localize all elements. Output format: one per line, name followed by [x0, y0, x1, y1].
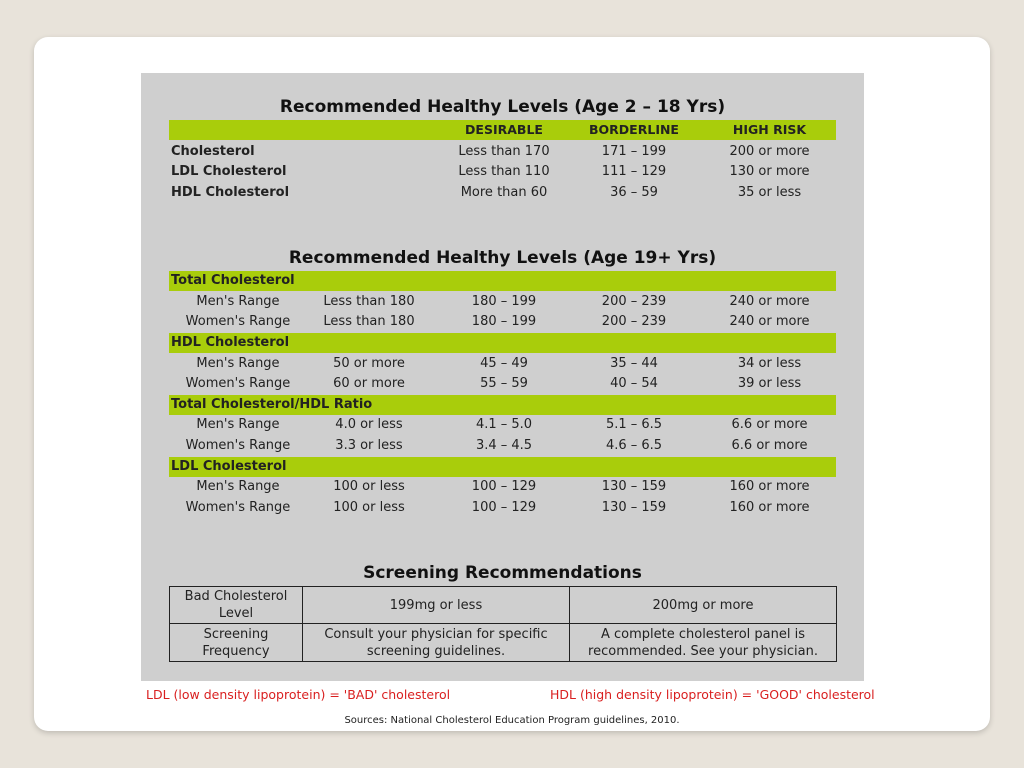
value-high-risk: 200 or more — [729, 144, 810, 159]
value-borderline-high: 5.1 – 6.5 — [605, 417, 663, 432]
value-high-risk: 39 or less — [737, 376, 802, 391]
screening-table — [169, 586, 837, 662]
row-label: Men's Range — [196, 417, 280, 432]
value-high-risk: 160 or more — [729, 479, 810, 494]
value-borderline-low: 100 – 129 — [471, 479, 537, 494]
adult-row — [169, 436, 836, 456]
row-label: Women's Range — [185, 438, 291, 453]
adult-row — [169, 374, 836, 394]
value-desirable: Less than 180 — [323, 314, 415, 329]
row-label: HDL Cholesterol — [171, 185, 290, 200]
row-label: LDL Cholesterol — [171, 164, 287, 179]
row-label: Men's Range — [196, 479, 280, 494]
section-bar-total-cholesterol — [169, 271, 836, 291]
adult-row — [169, 354, 836, 374]
value-borderline-high: 35 – 44 — [610, 356, 658, 371]
screening-title: Screening Recommendations — [363, 563, 642, 583]
value-high-risk: 34 or less — [737, 356, 802, 371]
screening-label: Bad Cholesterol Level — [170, 587, 303, 624]
youth-header-bar — [169, 120, 836, 140]
screening-high: 200mg or more — [570, 587, 837, 624]
hdl-note: HDL (high density lipoprotein) = 'GOOD' cholesterol — [550, 687, 875, 702]
value-borderline-high: 130 – 159 — [601, 500, 667, 515]
cholesterol-chart-panel — [141, 73, 864, 681]
value-desirable: 4.0 or less — [335, 417, 403, 432]
screening-row-level — [170, 587, 837, 624]
screening-low: Consult your physician for specific screening guidelines. — [303, 624, 570, 662]
value-borderline-high: 130 – 159 — [601, 479, 667, 494]
value-borderline-high: 200 – 239 — [601, 314, 667, 329]
value-borderline-high: 4.6 – 6.5 — [605, 438, 663, 453]
header-borderline: BORDERLINE — [589, 122, 679, 137]
adult-row — [169, 292, 836, 312]
value-desirable: Less than 110 — [458, 164, 550, 179]
sources-note: Sources: National Cholesterol Education Program guidelines, 2010. — [344, 715, 680, 726]
screening-row-frequency — [170, 624, 837, 662]
section-bar-hdl-cholesterol — [169, 333, 836, 353]
value-desirable: 60 or more — [333, 376, 405, 391]
screening-high: A complete cholesterol panel is recommended. See your physician. — [570, 624, 837, 662]
value-desirable: 100 or less — [333, 500, 405, 515]
screening-low: 199mg or less — [303, 587, 570, 624]
value-desirable: 100 or less — [333, 479, 405, 494]
section-label: Total Cholesterol — [171, 273, 295, 288]
value-borderline-low: 55 – 59 — [480, 376, 528, 391]
row-label: Men's Range — [196, 294, 280, 309]
value-borderline-low: 45 – 49 — [480, 356, 528, 371]
screening-label: Screening Frequency — [170, 624, 303, 662]
youth-title: Recommended Healthy Levels (Age 2 – 18 Yrs) — [279, 97, 726, 117]
value-high-risk: 240 or more — [729, 294, 810, 309]
value-borderline-low: 180 – 199 — [471, 314, 537, 329]
youth-row — [169, 183, 836, 203]
youth-row — [169, 162, 836, 182]
section-label: Total Cholesterol/HDL Ratio — [171, 397, 373, 412]
section-bar-ratio — [169, 395, 836, 415]
value-desirable: 50 or more — [333, 356, 405, 371]
value-high-risk: 240 or more — [729, 314, 810, 329]
row-label: Women's Range — [185, 500, 291, 515]
row-label: Women's Range — [185, 376, 291, 391]
value-desirable: Less than 180 — [323, 294, 415, 309]
section-bar-ldl-cholesterol — [169, 457, 836, 477]
section-label: HDL Cholesterol — [171, 335, 290, 350]
value-high-risk: 6.6 or more — [731, 417, 808, 432]
value-desirable: 3.3 or less — [335, 438, 403, 453]
value-borderline-low: 100 – 129 — [471, 500, 537, 515]
value-high-risk: 160 or more — [729, 500, 810, 515]
value-high-risk: 35 or less — [737, 185, 802, 200]
value-high-risk: 6.6 or more — [731, 438, 808, 453]
value-borderline-high: 200 – 239 — [601, 294, 667, 309]
header-desirable: DESIRABLE — [465, 122, 543, 137]
value-desirable: More than 60 — [460, 185, 548, 200]
adult-row — [169, 477, 836, 497]
adult-row — [169, 498, 836, 518]
section-label: LDL Cholesterol — [171, 459, 287, 474]
adult-title: Recommended Healthy Levels (Age 19+ Yrs) — [288, 248, 717, 268]
value-borderline: 111 – 129 — [601, 164, 667, 179]
row-label: Cholesterol — [171, 144, 255, 159]
adult-row — [169, 312, 836, 332]
value-high-risk: 130 or more — [729, 164, 810, 179]
header-high-risk: HIGH RISK — [732, 122, 807, 137]
value-borderline-low: 180 – 199 — [471, 294, 537, 309]
adult-row — [169, 415, 836, 435]
row-label: Men's Range — [196, 356, 280, 371]
value-borderline: 36 – 59 — [610, 185, 658, 200]
value-desirable: Less than 170 — [458, 144, 550, 159]
value-borderline: 171 – 199 — [601, 144, 667, 159]
ldl-note: LDL (low density lipoprotein) = 'BAD' cholesterol — [146, 687, 451, 702]
youth-row — [169, 142, 836, 162]
value-borderline-low: 4.1 – 5.0 — [475, 417, 533, 432]
value-borderline-low: 3.4 – 4.5 — [475, 438, 533, 453]
value-borderline-high: 40 – 54 — [610, 376, 658, 391]
row-label: Women's Range — [185, 314, 291, 329]
